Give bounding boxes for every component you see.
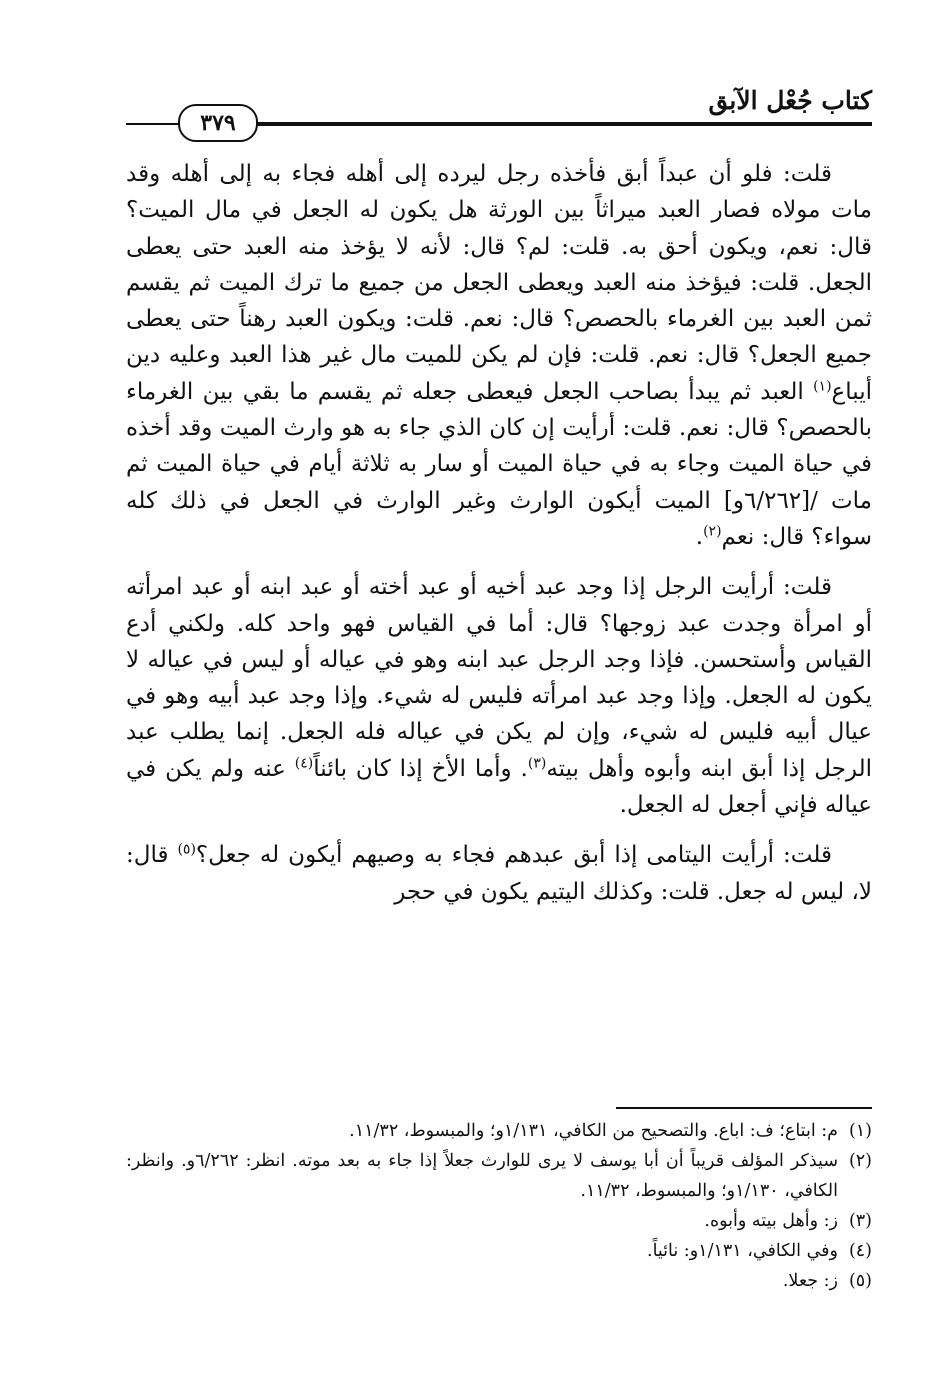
footnote-text: م: ابتاع؛ ف: اباع. والتصحيح من الكافي، ١/١٣١و؛ والمبسوط، ١١/٣٢. (349, 1121, 838, 1141)
footnote-number: (٤) (848, 1241, 872, 1261)
footnote-reference[interactable]: (٣) (527, 755, 547, 772)
footnote-text: ز: جعلا. (782, 1271, 838, 1291)
footnote-number: (١) (848, 1121, 872, 1141)
paragraph-text: قلت: أرأيت الرجل إذا وجد عبد أخيه أو عبد أخته أو عبد ابنه أو عبد امرأته أو امرأة وجدت عبد زوجها؟ قال: أما في القياس فهو واحد كله. ولكني أدع القياس وأستحسن. فإذا وجد الرجل عبد ابنه وهو في عياله أو ليس في عياله لا يكون له الجعل. وإذا وجد عبد امرأته فليس له شيء. وإذا وجد عبد أبيه وهو في عيال أبيه فليس له شيء، وإن لم يكن في عياله فله الجعل. إنما يطلب عبد الرجل إذا أبق ابنه وأبوه وأهل بيته (126, 574, 873, 782)
paragraph-text: قلت: فلو أن عبداً أبق فأخذه رجل ليرده إلى أهله فجاء به إلى أهله وقد مات مولاه فصار العبد ميراثاً بين الورثة هل يكون له الجعل في مال الميت؟ قال: نعم، ويكون أحق به. قلت: لم؟ قال: لأنه لا يؤخذ منه العبد حتى يعطى الجعل. قلت: فيؤخذ منه العبد ويعطى الجعل من جميع ما ترك الميت ثم يقسم ثمن العبد بين الغرماء بالحصص؟ قال: نعم. قلت: ويكون العبد رهناً حتى يعطى جميع الجعل؟ قال: نعم. قلت: فإن لم يكن للميت مال غير هذا العبد وعليه دين أيباع (126, 161, 872, 405)
footnote-separator (616, 1107, 872, 1109)
paragraph-text: قلت: أرأيت اليتامى إذا أبق عبدهم فجاء به وصيهم أيكون له جعل؟ (195, 842, 832, 869)
footnote-reference[interactable]: (٢) (703, 523, 722, 540)
footnote (126, 1236, 872, 1266)
footnote (126, 1146, 872, 1206)
paragraph (126, 156, 872, 555)
paragraph-text: قال: لا، ليس له جعل. قلت: وكذلك اليتيم يكون في حجر (126, 842, 872, 905)
paragraph (126, 569, 872, 823)
footnote-text: ز: وأهل بيته وأبوه. (704, 1211, 838, 1231)
footnote-reference[interactable]: (١) (813, 378, 832, 395)
paragraph-text: . وأما الأخ إذا كان بائناً (313, 755, 528, 782)
footnote-number: (٢) (848, 1151, 872, 1171)
footnote-reference[interactable]: (٤) (294, 755, 314, 772)
footnotes (126, 1116, 872, 1296)
footnote-reference[interactable]: (٥) (177, 841, 196, 858)
footnote (126, 1266, 872, 1296)
page-header (126, 86, 872, 136)
footnote (126, 1206, 872, 1236)
footnote (126, 1116, 872, 1146)
footnote-number: (٥) (848, 1271, 872, 1291)
running-title: كتاب جُعْل الآبق (708, 86, 872, 115)
header-rule (248, 122, 872, 126)
header-rule-left (126, 123, 186, 125)
footnote-text: وفي الكافي، ١/١٣١و: نائياً. (647, 1241, 838, 1261)
paragraph-text: العبد ثم يبدأ بصاحب الجعل فيعطى جعله ثم يقسم ما بقي بين الغرماء بالحصص؟ قال: نعم. قلت: أرأيت إن كان الذي جاء به هو وارث الميت وقد أخذه في حياة الميت وجاء به في حياة الميت أو سار به ثلاثة أيام في حياة الميت ثم مات /[٦/٢٦٢و] الميت أيكون الوارث وغير الوارث في الجعل في ذلك كله سواء؟ قال: نعم (126, 378, 872, 550)
main-text (126, 156, 872, 924)
paragraph-text: . (695, 523, 704, 550)
paragraph-text: عنه ولم يكن في عياله فإني أجعل له الجعل. (126, 755, 872, 819)
paragraph (126, 837, 872, 910)
footnote-text: سيذكر المؤلف قريباً أن أبا يوسف لا يرى للوارث جعلاً إذا جاء به بعد موته. انظر: ٦/٢٦٢و. وانظر: الكافي، ١/١٣٠و؛ والمبسوط، ١١/٣٢. (126, 1151, 838, 1201)
page-number: ٣٧٩ (178, 104, 258, 142)
footnote-number: (٣) (848, 1211, 872, 1231)
